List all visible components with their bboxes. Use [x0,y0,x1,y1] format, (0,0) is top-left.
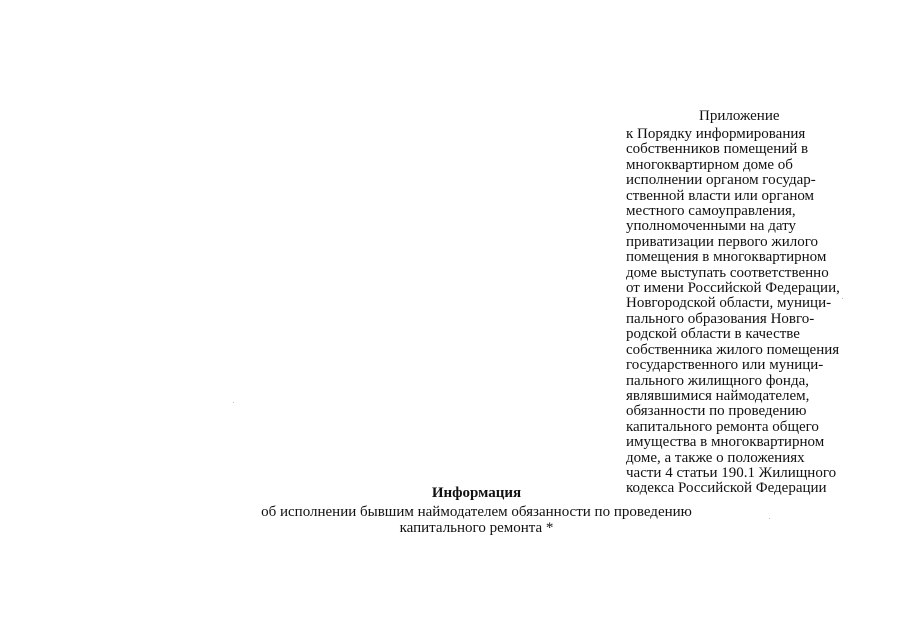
appendix-line: исполнении органом государ- [626,172,816,189]
appendix-line: Новгородской области, муници- [626,295,832,312]
appendix-line: местного самоуправления, [626,203,796,220]
scan-speck [233,402,234,403]
appendix-line: обязанности по проведению [626,403,807,420]
appendix-line: имущества в многоквартирном [626,434,825,451]
scan-speck [842,298,843,299]
appendix-line: капитального ремонта общего [626,418,819,435]
scan-speck [769,518,770,519]
subtitle-line: об исполнении бывшим наймодателем обязанности по проведению [261,504,692,520]
appendix-line: доме, а также о положениях [626,449,805,466]
appendix-line: являвшимися наймодателем, [626,387,810,404]
document-title: Информация [431,485,522,501]
appendix-line: кодекса Российской Федерации [626,480,827,497]
appendix-line: пального образования Новго- [626,310,815,327]
appendix-line: ственной власти или органом [626,187,815,204]
appendix-line: государственного или муници- [626,357,824,374]
appendix-line: пального жилищного фонда, [626,372,809,389]
appendix-line: доме выступать соответственно [626,264,829,281]
appendix-line: уполномоченными на дату [626,218,796,235]
appendix-line: помещения в многоквартирном [626,249,827,266]
appendix-line: к Порядку информирования [626,126,806,142]
appendix-line: родской области в качестве [626,326,800,343]
appendix-line: приватизации первого жилого [626,233,819,250]
subtitle-line: капитального ремонта * [399,519,554,536]
appendix-line: собственников помещений в [626,141,809,158]
appendix-line: собственника жилого помещения [626,341,840,358]
appendix-heading: Приложение [699,108,780,124]
document-subtitle [0,505,905,536]
appendix-line: части 4 статьи 190.1 Жилищного [626,464,837,481]
appendix-line: многоквартирном доме об [626,156,793,173]
appendix-line: от имени Российской Федерации, [626,280,840,297]
appendix-text [626,127,896,497]
